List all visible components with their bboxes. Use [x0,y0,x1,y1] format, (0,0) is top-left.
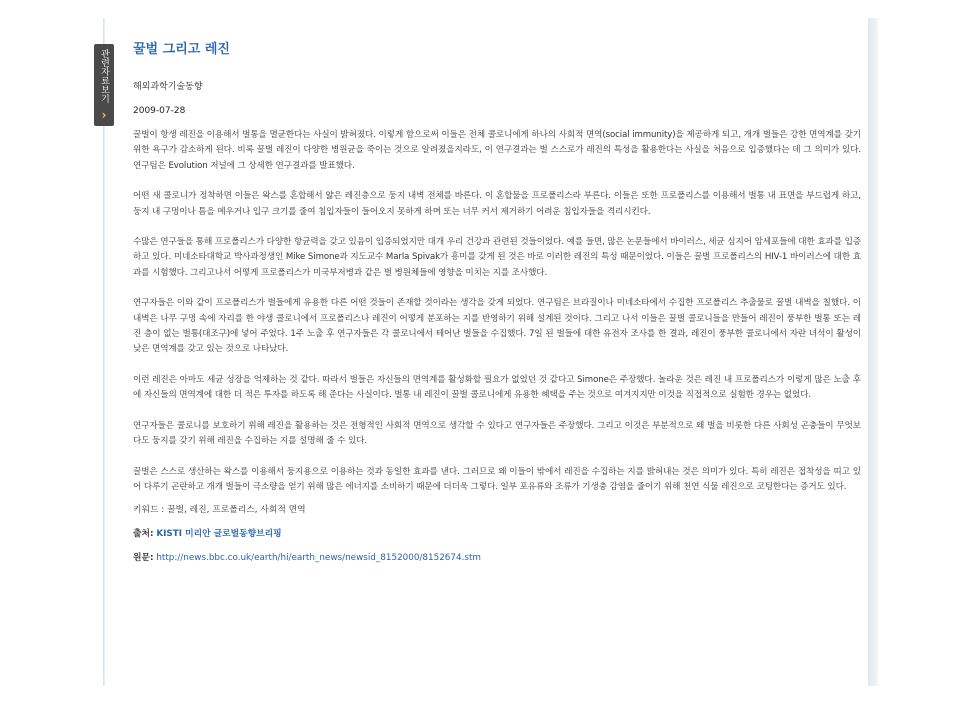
related-materials-tab[interactable] [94,44,114,126]
keywords-row [133,503,861,517]
article-paragraph-5: 이런 레진은 아마도 세균 성장을 억제하는 것 같다. 따라서 벌들은 자신들의 면역계를 활성화할 필요가 없었던 것 같다고 Simone은 주장했다. 놀라운 것은 레진 내 프로폴리스가 이렇게 많은 노출 후에 자신들의 면역계에 대한 더 적은 투자를 하도록 해 준다는 사실이다. 벌통 내 레진이 꿀벌 콜로니에게 유용한 혜택을 주는 것으로 여겨지지만 이것을 직접적으로 실험한 경우는 없었다. [133,374,861,401]
related-materials-tab-label: 관련자료보기 [99,49,109,103]
article-title: 꿀벌 그리고 레진 [133,42,230,57]
article-category: 해외과학기술동향 [133,82,203,92]
keywords-value: 꿀벌, 레진, 프로폴리스, 사회적 면역 [167,505,306,516]
article-paragraph-4: 연구자들은 이와 같이 프로폴리스가 벌들에게 유용한 다른 어떤 것들이 존재할 것이라는 생각을 갖게 되었다. 연구팀은 브라질이나 미네소타에서 수집한 프로폴리스 추출물로 꿀벌 내벽을 칠했다. 이 내벽은 나무 구멍 속에 자리를 한 야생 콜로니에서 프로폴리스나 레진이 어떻게 분포하는 지를 반영하기 위해 설계된 것이다. 그리고 나서 이들은 꿀벌 콜로니들을 만들어 레진이 풍부한 벌통 또는 레진 층이 없는 벌통(대조구)에 넣어 주었다. 1주 노출 후 연구자들은 각 콜로니에서 테어난 벌들을 수집했다. 7일 된 벌들에 대한 유전자 조사를 한 결과, 레진이 풍부한 콜로니에서 자란 녀석이 활성이 낮은 면역계를 갖고 있는 것으로 나타났다. [133,298,861,355]
article-paragraph-2: 어떤 새 콜로니가 정착하면 이들은 왁스를 혼합해서 얇은 레진층으로 둥지 내벽 전체를 바른다. 이 혼합물을 프로폴리스라 부른다. 이들은 또한 프로폴리스를 이용해서 벌통 내 표면을 부드럽게 하고, 둥지 내 구멍이나 틈을 메우거나 입구 크기를 줄여 침입자들이 들어오지 못하게 하며 또는 너무 커서 제거하기 어려운 침입자들을 격리시킨다. [133,191,861,217]
article-date: 2009-07-28 [133,106,186,116]
chevron-right-icon: › [101,108,107,122]
article-paragraph-1: 꿀벌이 항생 레진을 이용해서 벌통을 멸균한다는 사실이 밝혀졌다. 이렇게 함으로써 이들은 전체 콜로니에게 하나의 사회적 면역(social immunity)을 제공하게 되고, 개개 벌들은 강한 면역계를 갖기 위한 욕구가 감소하게 된다. 비록 꿀벌 레진이 다양한 병원균을 죽이는 것으로 알려졌을지라도, 이 연구결과는 벌 스스로가 레진의 특성을 활용한다는 사실을 처음으로 입증했다는 데 그 의미가 있다. 연구팀은 Evolution 저널에 그 상세한 연구결과를 발표했다. [133,130,861,171]
article [133,40,861,575]
original-url-label: 원문: [133,553,154,564]
article-paragraph-7: 꿀벌은 스스로 생산하는 왁스를 이용해서 둥지용으로 이용하는 것과 동일한 효과를 낸다. 그러므로 왜 이들이 밖에서 레진을 수집하는 지를 밝혀내는 것은 의미가 있다. 특히 레진은 접착성을 띠고 있어 다루기 곤란하고 개개 벌들이 극소량을 얻기 위해 많은 에너지를 소비하기 때문에 더더욱 그렇다. 일부 포유류와 조류가 기생충 감염을 줄이기 위해 천연 식물 레진으로 코팅한다는 증거도 있다. [133,466,861,492]
article-paragraph-6: 연구자들은 콜로니를 보호하기 위해 레진을 활용하는 것은 전형적인 사회적 면역으로 생각할 수 있다고 연구자들은 주장했다. 그리고 이것은 부분적으로 왜 벌을 비롯한 다른 사회성 곤충들이 무엇보다도 둥지를 갖기 위해 레진을 수집하는 지를 설명해 줄 수 있다. [133,420,861,447]
original-url-row [133,551,861,565]
source-label: 출처: [133,529,154,540]
content-frame-right-border [868,18,878,686]
keywords-label: 키워드 : [133,505,165,516]
original-url-link[interactable]: http://news.bbc.co.uk/earth/hi/earth_news/newsid_8152000/8152674.stm [156,553,481,564]
article-paragraph-3: 수많은 연구들을 통해 프로폴리스가 다양한 항균력을 갖고 있음이 입증되었지만 대개 우리 건강과 관련된 것들이었다. 예를 들면, 많은 논문들에서 바이러스, 세균 심지어 암세포들에 대한 효과를 입증하고 있다. 미네소타대학교 박사과정생인 Mike Simone과 지도교수 Marla Spivak가 흥미를 갖게 된 것은 바로 이러한 레진의 특성 때문이었다. 이들은 꿀벌 프로폴리스의 HIV-1 바이러스에 대한 효과를 시험했다. 그리고나서 어떻게 프로폴리스가 미국부저병과 같은 벌 병원체들에 영향을 미치는 지를 조사했다. [133,237,861,278]
source-row [133,527,861,541]
source-link[interactable]: KISTI 미리안 글로벌동향브리핑 [156,529,282,540]
